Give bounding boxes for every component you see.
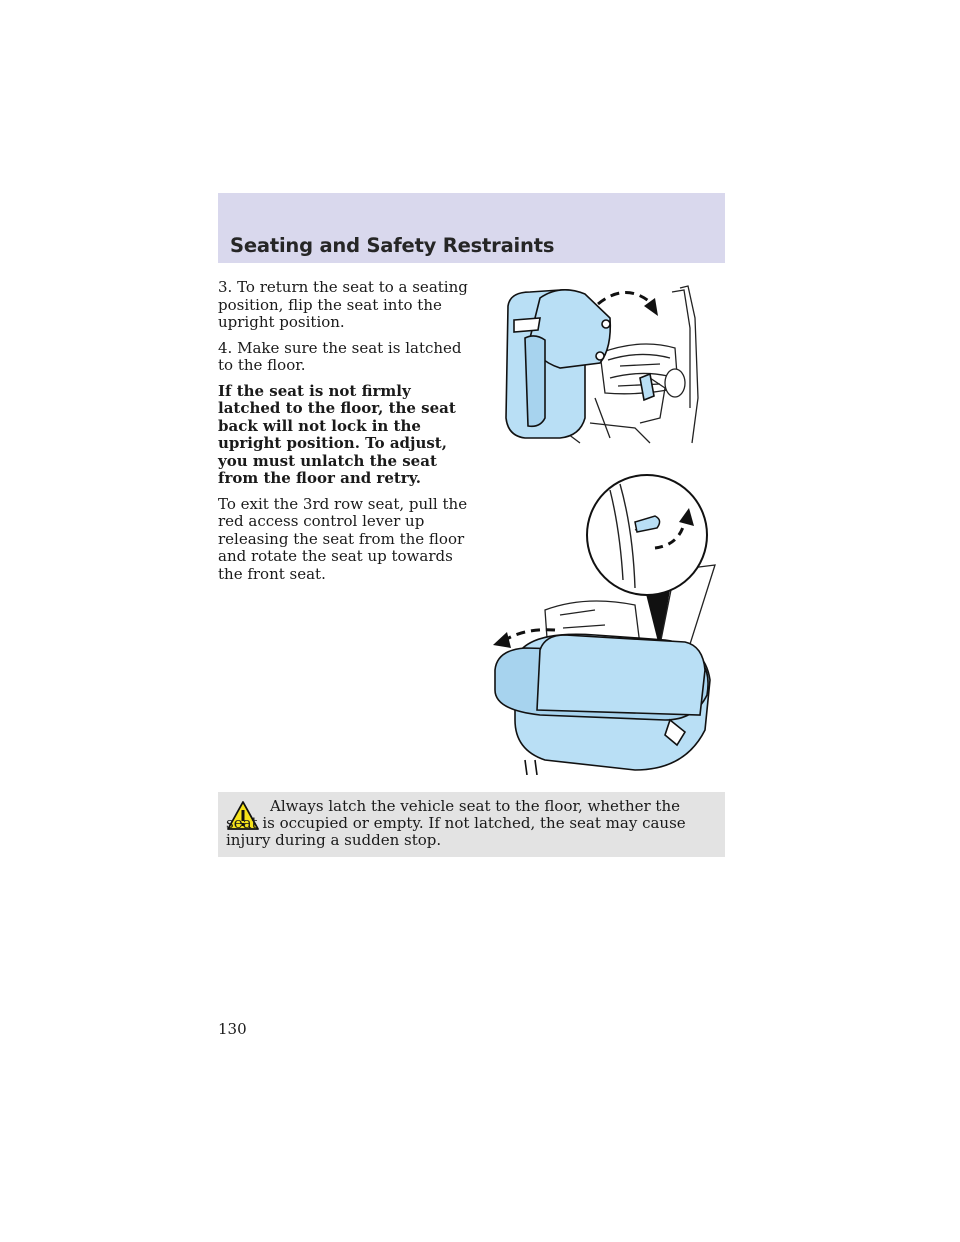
section-header: [218, 193, 725, 263]
seat-upright-illustration: [500, 278, 705, 448]
page-number: 130: [218, 1020, 247, 1038]
warning-box: [218, 792, 725, 857]
warning-text: Always latch the vehicle seat to the floor, whether the seat is occupied or empty. If not latched, the seat may cause injury during a sudden stop.: [226, 797, 686, 849]
body-text: [218, 279, 478, 591]
step-3-paragraph: 3. To return the seat to a seating position, flip the seat into the upright position.: [218, 278, 468, 331]
exit-instructions-paragraph: To exit the 3rd row seat, pull the red access control lever up releasing the seat from the floor and rotate the seat up towards the front seat.: [218, 494, 468, 583]
section-title: Seating and Safety Restraints: [230, 234, 555, 257]
latch-notice-paragraph: If the seat is not firmly latched to the floor, the seat back will not lock in the upright position. To adjust, you must unlatch the seat from the floor and retry.: [218, 381, 456, 487]
seat-exit-illustration: [485, 470, 720, 775]
step-4-paragraph: 4. Make sure the seat is latched to the floor.: [218, 338, 462, 374]
